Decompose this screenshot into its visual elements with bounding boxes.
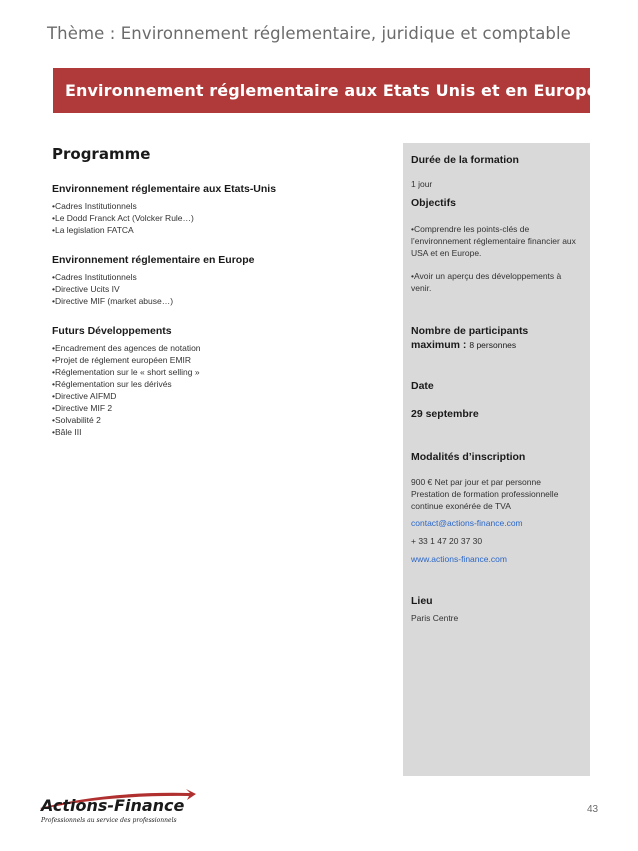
email-link[interactable]: contact@actions-finance.com [411, 518, 523, 528]
section-title: Futurs Développements [52, 325, 172, 337]
modalites-text: 900 € Net par jour et par personne Prestation de formation professionnelle continue exonérée de TVA [411, 477, 559, 511]
svg-text:Actions-Finance: Actions-Finance [41, 796, 185, 815]
duree-title: Durée de la formation [411, 154, 519, 166]
section-item: •Directive MIF 2 [52, 403, 113, 413]
section-item: •Directive MIF (market abuse…) [52, 296, 174, 306]
section-item: •Projet de réglement européen EMIR [52, 355, 192, 365]
participants-title: Nombre de participants maximum : [411, 325, 529, 351]
course-title-banner [53, 68, 598, 113]
section-item: •Directive Ucits IV [52, 284, 120, 294]
page-number: 43 [587, 804, 599, 815]
programme-column [52, 145, 382, 456]
participants-value: 8 personnes [469, 340, 517, 350]
svg-text:Professionnels au service des: Professionnels au service des professionnels [41, 817, 177, 824]
course-title: Environnement réglementaire aux Etats Unis et en Europe [65, 81, 598, 100]
section-title: Environnement réglementaire aux Etats-Unis [52, 183, 277, 195]
section-item: •Réglementation sur le « short selling » [52, 367, 200, 377]
section-item: •Encadrement des agences de notation [52, 343, 201, 353]
theme-header: Thème : Environnement réglementaire, juridique et comptable [47, 24, 571, 43]
lieu-value: Paris Centre [411, 613, 459, 623]
objectifs-text-1: •Comprendre les points-clés de l’environnement réglementaire financier aux USA et en Europe. [411, 224, 576, 258]
section-item: •Cadres Institutionnels [52, 201, 137, 211]
objectifs-text-2: •Avoir un aperçu des développements à venir. [411, 271, 562, 293]
section-item: •Le Dodd Franck Act (Volcker Rule…) [52, 213, 194, 223]
programme-section [52, 254, 382, 307]
date-value: 29 septembre [411, 408, 479, 420]
section-item: •Solvabilité 2 [52, 415, 101, 425]
programme-section [52, 183, 382, 236]
lieu-title: Lieu [411, 595, 433, 607]
section-item: •Bâle III [52, 427, 82, 437]
actions-finance-logo [38, 788, 198, 828]
programme-heading: Programme [52, 145, 151, 163]
duree-value: 1 jour [411, 179, 433, 189]
phone-number: + 33 1 47 20 37 30 [411, 536, 483, 546]
objectifs-title: Objectifs [411, 197, 456, 209]
info-sidebar [403, 143, 590, 776]
section-item: •Réglementation sur les dérivés [52, 379, 172, 389]
website-link[interactable]: www.actions-finance.com [411, 554, 507, 564]
section-title: Environnement réglementaire en Europe [52, 254, 255, 266]
modalites-title: Modalités d’inscription [411, 451, 526, 463]
participants-block [411, 324, 561, 352]
programme-section [52, 325, 382, 438]
section-item: •Cadres Institutionnels [52, 272, 137, 282]
section-item: •Directive AIFMD [52, 391, 117, 401]
date-title: Date [411, 380, 434, 392]
section-item: •La legislation FATCA [52, 225, 134, 235]
